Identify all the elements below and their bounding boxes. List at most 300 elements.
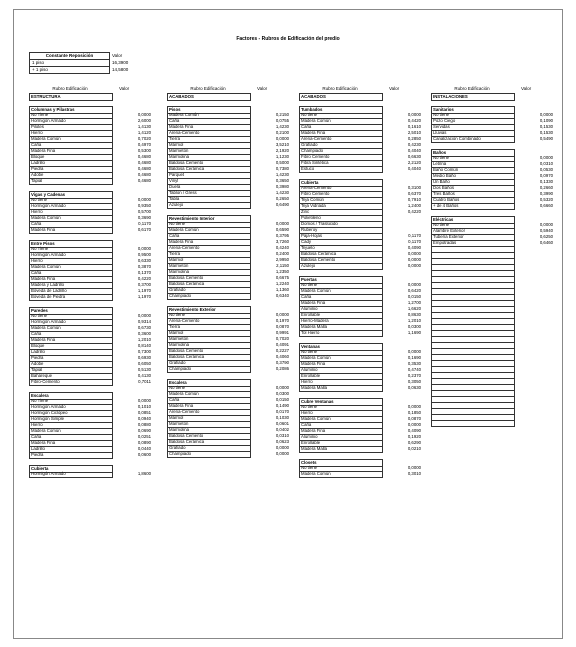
constante-header-row <box>30 53 141 60</box>
constante-value-header: Valor <box>112 53 123 58</box>
rubro-value: 0,4040 <box>407 148 421 153</box>
rubro-value: 0,6330 <box>137 258 151 263</box>
table-row <box>299 263 421 269</box>
section-title: Baños <box>431 149 515 157</box>
rubro-value: 0,3690 <box>137 215 151 220</box>
rubro-name: Madera Común <box>29 428 113 435</box>
rubro-value: 0,0000 <box>407 282 421 287</box>
rubro-name: Madera Común <box>299 355 383 362</box>
rubro-value: 0,0755 <box>275 118 289 123</box>
rubro-value: 1,2240 <box>275 281 289 286</box>
rubro-name: Madera Común <box>29 325 113 332</box>
constante-reposicion-table <box>29 52 141 74</box>
rubro-value: 0,0000 <box>407 112 421 117</box>
rubro-name: Madera Común <box>299 471 383 478</box>
rubro-value: 2,5010 <box>407 130 421 135</box>
rubro-name: Domos / Traslúcido <box>299 221 383 228</box>
section-title: Puertas <box>299 276 383 284</box>
table-row <box>431 203 553 209</box>
rubro-value: 2,1150 <box>276 263 289 268</box>
rubro-value: 0,1170 <box>408 239 421 244</box>
rubro-value: 0,0870 <box>407 416 421 421</box>
rubro-value: 1,1970 <box>137 294 151 299</box>
rubro-value: 0,4220 <box>137 276 151 281</box>
section-title: ACABADOS <box>167 93 251 101</box>
rubro-value: 0,4420 <box>407 118 421 123</box>
section <box>167 306 289 372</box>
rubro-name: Lluvias <box>431 130 515 137</box>
rubro-name: Marmetón <box>167 263 251 270</box>
rubro-name: Caña <box>167 118 251 125</box>
rubro-value: 0,3990 <box>539 191 553 196</box>
rubro-value: 3,7260 <box>275 239 289 244</box>
rubro-value: 2,2120 <box>407 160 421 165</box>
rubro-value: 0,5320 <box>539 197 553 202</box>
rubro-value: 1,2700 <box>407 300 421 305</box>
rubro-name: Hormigón Simple <box>29 416 113 423</box>
rubro-name: Hormigón Armado <box>29 252 113 259</box>
rubro-name: Grafiado <box>299 142 383 149</box>
rubro-name: Hormigón Ciclópeo <box>29 410 113 417</box>
table-row <box>30 60 141 67</box>
rubro-value: 0,0000 <box>275 451 289 456</box>
table-row <box>299 446 421 452</box>
rubro-name: Marmolina <box>167 154 251 161</box>
rubro-value: 0,0000 <box>407 257 421 262</box>
rubro-name: Piedra <box>29 452 113 459</box>
section <box>29 392 151 458</box>
rubro-name: Caña <box>299 422 383 429</box>
rubro-name: Baldosa Cemento <box>167 433 251 440</box>
rubro-name: Empotradas <box>431 240 515 247</box>
rubro-name: Baldosa Cemento <box>167 348 251 355</box>
rubro-value: 0,2227 <box>275 348 289 353</box>
rubro-name: Baldosa Cemento <box>167 275 251 282</box>
rubro-name: Hierro <box>29 209 113 216</box>
rubro-value: 0,0890 <box>137 440 151 445</box>
section <box>299 459 421 477</box>
rubro-value: 0,5940 <box>539 228 553 233</box>
rubro-name: No tiene <box>29 313 113 320</box>
rubro-name: Madera Fina <box>167 239 251 246</box>
rubro-name: Tapial <box>29 178 113 185</box>
rubro-value: 0,0150 <box>407 294 421 299</box>
section <box>299 93 421 99</box>
section-title-row <box>299 93 421 99</box>
rubro-value: 0,2100 <box>275 130 289 135</box>
rubro-name: Caña <box>29 434 113 441</box>
rubro-value: 0,0310 <box>539 161 553 166</box>
rubro-value: 0,0150 <box>275 397 289 402</box>
rubro-value: 0,7020 <box>137 136 151 141</box>
rubro-name: Champiado <box>167 366 251 373</box>
column-header-name: Rubro Edificación <box>454 86 490 91</box>
rubro-value: 0,0000 <box>137 398 151 403</box>
table-row <box>299 330 421 336</box>
rubro-name: Madera Común <box>167 391 251 398</box>
rubro-value: 0,5130 <box>137 367 151 372</box>
rubro-name: Parquet <box>167 172 251 179</box>
rubro-name: Champiado <box>299 148 383 155</box>
table-row <box>299 471 421 477</box>
rubro-value: 0,2370 <box>407 373 421 378</box>
rubro-name <box>431 420 515 427</box>
rubro-value: 0,2086 <box>275 366 289 371</box>
section-title: Tumbados <box>299 106 383 114</box>
column-header-name: Rubro Edificación <box>52 86 88 91</box>
rubro-name: Hormigón Armado <box>29 118 113 125</box>
rubro-value: 0,0970 <box>539 173 553 178</box>
rubro-name: Marmetón <box>167 336 251 343</box>
rubro-name: Fibro-Cemento <box>29 379 113 386</box>
rubro-value: 1,2400 <box>407 203 421 208</box>
rubro-name: Bóveda de Piedra <box>29 294 113 301</box>
column-header-value: Valor <box>119 86 130 91</box>
rubro-value: 0,6250 <box>539 234 553 239</box>
rubro-name: Ladrillo <box>29 446 113 453</box>
rubro-name: Caña <box>299 294 383 301</box>
rubro-value: 0,1490 <box>275 403 289 408</box>
rubro-value: 0,6290 <box>407 440 421 445</box>
section-title: Escalera <box>167 379 251 387</box>
rubro-name: Champiado <box>167 451 251 458</box>
rubro-value: 0,1530 <box>539 124 553 129</box>
rubro-name: Fibro Cemento <box>299 154 383 161</box>
rubro-name: Madera Malla <box>299 446 383 453</box>
rubro-value: 1,4230 <box>275 124 289 129</box>
rubro-value: 0,0000 <box>275 385 289 390</box>
rubro-name: Tierra <box>167 136 251 143</box>
section-title: Ventanas <box>299 343 383 351</box>
rubro-name: Madera y Ladrillo <box>29 282 113 289</box>
rubro-value: 1,4230 <box>275 172 289 177</box>
rubro-name: Aluminio <box>299 306 383 313</box>
rubro-value: 0,6420 <box>407 288 421 293</box>
column-header <box>167 86 289 92</box>
rubro-name: No Tiene <box>29 246 113 253</box>
rubro-value: 0,0251 <box>137 434 151 439</box>
rubro-value: 0,6660 <box>539 203 553 208</box>
section-title: Cubierta <box>29 465 113 473</box>
rubro-value: 0,9314 <box>137 319 151 324</box>
page-title: Factores - Rubros de Edificación del predio <box>236 36 340 42</box>
rubro-name: Baldosa Cerámica <box>167 281 251 288</box>
rubro-name: Baldosa Cerámica <box>167 166 251 173</box>
rubro-value: 0,1030 <box>275 415 289 420</box>
rubro-name: No tiene <box>431 112 515 119</box>
rubro-name: Baldosa Cerámica <box>167 354 251 361</box>
rubro-value: 0,4740 <box>407 367 421 372</box>
rubro-value: 0,2650 <box>275 196 289 201</box>
section <box>299 343 421 391</box>
rubro-name: Adobe <box>29 361 113 368</box>
rubro-name: Hormigón Armado <box>29 404 113 411</box>
rubro-name: Mármol <box>167 330 251 337</box>
rubro-value: 0,5300 <box>137 148 151 153</box>
rubro-column <box>167 86 289 638</box>
rubro-name: Baldosa Cemento <box>299 257 383 264</box>
table-row <box>29 178 151 184</box>
rubro-name: Aluminio <box>299 367 383 374</box>
section <box>431 216 553 426</box>
rubro-value: 0,4680 <box>137 172 151 177</box>
rubro-value: 0,9500 <box>137 252 151 257</box>
rubro-value: 0,1530 <box>539 130 553 135</box>
rubro-name: Fibra Sintética <box>299 160 383 167</box>
rubro-name: Hierro <box>299 379 383 386</box>
rubro-value: 0,3795 <box>275 233 289 238</box>
rubro-name: Enrollable <box>299 440 383 447</box>
rubro-value: 0,0530 <box>539 167 553 172</box>
rubro-name: No tiene <box>431 222 515 229</box>
rubro-value: 0,6675 <box>275 275 289 280</box>
constante-row-value: 14,5800 <box>112 67 129 72</box>
rubro-value: 2,6000 <box>137 118 151 123</box>
rubro-name: Mármol <box>167 415 251 422</box>
rubro-name: No tiene <box>299 349 383 356</box>
rubro-value: 0,9991 <box>275 330 289 335</box>
rubro-value: 1,8600 <box>137 471 151 476</box>
rubro-name: Madera Común <box>167 112 251 119</box>
table-row <box>299 385 421 391</box>
rubro-name: Madera Fina <box>299 428 383 435</box>
rubro-name: Hormigón Armado <box>29 471 113 478</box>
constante-header: Constante Reposición <box>30 53 110 60</box>
rubro-value: 1,4230 <box>275 190 289 195</box>
rubro-value: 0,0000 <box>275 221 289 226</box>
rubro-name: Marmolina <box>167 269 251 276</box>
section-title: Closets <box>299 459 383 467</box>
rubro-value: 0,4680 <box>137 178 151 183</box>
rubro-value: 0,1850 <box>407 410 421 415</box>
rubro-name: Arena-Cemento <box>167 245 251 252</box>
rubro-value: 0,5700 <box>137 209 151 214</box>
rubro-name: Tubería Exterior <box>431 234 515 241</box>
rubro-name: Hormigón Armado <box>29 319 113 326</box>
rubro-column <box>431 86 553 638</box>
rubro-name: Madera Fina <box>29 337 113 344</box>
rubro-value: 0,4680 <box>137 166 151 171</box>
rubro-value: 0,6050 <box>137 361 151 366</box>
rubro-name: Grafiado <box>167 360 251 367</box>
rubro-value: 0,7380 <box>275 166 289 171</box>
rubro-name: No tiene <box>431 155 515 162</box>
rubro-value: 0,0600 <box>137 452 151 457</box>
rubro-name: Enrollable <box>299 373 383 380</box>
section <box>29 307 151 385</box>
rubro-value: 0,0300 <box>275 391 289 396</box>
table-row <box>30 67 141 74</box>
section-title: Escalera <box>29 392 113 400</box>
rubro-name: Tierra <box>167 324 251 331</box>
rubro-value: 0,1690 <box>407 355 421 360</box>
section <box>29 191 151 233</box>
rubro-value: 0,0601 <box>275 421 289 426</box>
rubro-name: + de 4 Baños <box>431 203 515 210</box>
rubro-value: 0,3010 <box>407 471 421 476</box>
section <box>299 106 421 172</box>
table-row <box>29 452 151 458</box>
rubro-value: 0,5000 <box>275 160 289 165</box>
rubro-value: 0,2850 <box>407 136 421 141</box>
rubro-name: Medio Baño <box>431 173 515 180</box>
rubro-name: Grafiado <box>167 445 251 452</box>
rubro-value: 0,4060 <box>275 354 289 359</box>
rubro-name: Teja Vidriada <box>299 203 383 210</box>
section-title: Entre Pisos <box>29 240 113 248</box>
rubro-name: Tejuelo <box>299 245 383 252</box>
rubro-name: Marmolina <box>167 427 251 434</box>
rubro-name: Dos Baños <box>431 185 515 192</box>
rubro-value: 1,1690 <box>407 330 421 335</box>
rubro-value: 0,0000 <box>137 313 151 318</box>
rubro-name: Madera Común <box>299 416 383 423</box>
table-row <box>167 202 289 208</box>
rubro-value: 1,1230 <box>275 154 289 159</box>
section-title: Revestimiento Interior <box>167 215 251 223</box>
section-title-row <box>431 93 553 99</box>
rubro-name: Madera Fina <box>167 124 251 131</box>
rubro-name: Madera Común <box>299 288 383 295</box>
rubro-value: 0,9350 <box>137 203 151 208</box>
section <box>29 240 151 300</box>
rubro-value: 0,7910 <box>407 197 421 202</box>
rubro-value: 0,2660 <box>539 185 553 190</box>
rubro-value: 0,4970 <box>137 142 151 147</box>
rubro-name: Madera Fina <box>299 361 383 368</box>
rubro-value: 0,0000 <box>407 465 421 470</box>
rubro-name: Bloque <box>29 154 113 161</box>
rubro-value: 0,6590 <box>275 227 289 232</box>
section <box>167 215 289 299</box>
rubro-name: Mármol <box>167 257 251 264</box>
rubro-name: Madera Fina <box>29 440 113 447</box>
rubro-value: 0,2400 <box>275 251 289 256</box>
rubro-value: 0,0690 <box>137 428 151 433</box>
section-title: Vigas y Cadenas <box>29 191 113 199</box>
rubro-name: Hormigón Armado <box>29 203 113 210</box>
rubro-value: 0,2150 <box>275 112 289 117</box>
rubro-value: 0,3790 <box>275 360 289 365</box>
rubro-value: 0,0000 <box>275 445 289 450</box>
rubro-name: Baño Común <box>431 167 515 174</box>
section-title: ESTRUCTURA <box>29 93 113 101</box>
table-row <box>29 294 151 300</box>
rubro-name: Caña <box>29 331 113 338</box>
rubro-name: Hierro <box>29 258 113 265</box>
rubro-value: 0,4130 <box>137 373 151 378</box>
rubro-value: 0,8140 <box>137 343 151 348</box>
rubro-name: Hierro-Madera <box>299 318 383 325</box>
rubro-name: Ladrillo <box>29 349 113 356</box>
rubro-value: 0,0000 <box>539 222 553 227</box>
rubro-name: Caña <box>29 142 113 149</box>
rubro-value: 0,0000 <box>137 197 151 202</box>
column-header-value: Valor <box>257 86 268 91</box>
section-title: ACABADOS <box>299 93 383 101</box>
rubro-name: Teja Común <box>299 197 383 204</box>
rubro-value: 0,6340 <box>275 293 289 298</box>
rubro-name: Madera Fina <box>29 276 113 283</box>
section <box>29 93 151 99</box>
rubro-name: Tierra <box>167 251 251 258</box>
rubro-value: 0,6630 <box>407 154 421 159</box>
rubro-name: Caña <box>167 233 251 240</box>
section-title: INSTALACIONES <box>431 93 515 101</box>
rubro-value: 0,4090 <box>407 428 421 433</box>
rubro-value: 0,4680 <box>137 154 151 159</box>
rubro-value: 1,2350 <box>275 269 289 274</box>
rubro-value: 3,5210 <box>275 142 289 147</box>
section-title: Pisos <box>167 106 251 114</box>
section <box>29 465 151 477</box>
rubro-name: Tol Hierro <box>299 330 383 337</box>
rubro-name: Madera Fina <box>299 300 383 307</box>
section <box>299 276 421 336</box>
rubro-value: 0,4091 <box>275 342 289 347</box>
rubro-name: No tiene <box>29 197 113 204</box>
table-row <box>29 227 151 233</box>
section <box>29 106 151 184</box>
rubro-name: Madera Común <box>29 264 113 271</box>
rubro-name: Arena-Cemento <box>167 318 251 325</box>
rubro-name: Madera Fina <box>29 227 113 234</box>
rubro-name: Fibro Cemento <box>299 191 383 198</box>
table-row <box>29 379 151 385</box>
rubro-name: Paja-Hojas <box>299 233 383 240</box>
rubro-name: Madera Común <box>167 227 251 234</box>
column-header-value: Valor <box>389 86 400 91</box>
rubro-value: 0,0170 <box>275 409 289 414</box>
rubro-value: 1,4130 <box>137 124 151 129</box>
rubro-value: 0,7020 <box>275 336 289 341</box>
rubro-name: Madera Fina <box>29 148 113 155</box>
rubro-name: No tiene <box>299 465 383 472</box>
rubro-value: 1,6620 <box>407 306 421 311</box>
rubro-name: Arena-Cemento <box>299 136 383 143</box>
rubro-name: No tiene <box>167 385 251 392</box>
rubro-value: 0,0000 <box>407 251 421 256</box>
rubro-name: Marmetón <box>167 148 251 155</box>
rubro-name: Un Baño <box>431 179 515 186</box>
rubro-value: 0,5490 <box>539 136 553 141</box>
rubro-value: 0,3700 <box>137 282 151 287</box>
rubro-value: 0,4090 <box>407 245 421 250</box>
section <box>167 106 289 208</box>
rubro-name: Enrollable <box>299 312 383 319</box>
rubro-value: 0,0000 <box>407 404 421 409</box>
rubro-name: Bóveda de Ladrillo <box>29 288 113 295</box>
rubro-value: 1,2010 <box>407 318 421 323</box>
rubro-name: Madera Común <box>29 215 113 222</box>
rubro-name: Zinc <box>299 209 383 216</box>
rubro-name: No Tiene <box>29 398 113 405</box>
rubro-value: 0,0000 <box>275 136 289 141</box>
rubro-name: Madera Malla <box>299 385 383 392</box>
rubro-value: 0,8630 <box>407 312 421 317</box>
rubro-value: 1,2010 <box>137 337 151 342</box>
rubro-value: 0,0000 <box>407 349 421 354</box>
constante-row-value: 16,3900 <box>112 60 129 65</box>
rubro-name: Caña <box>299 124 383 131</box>
rubro-name: Hierro <box>29 130 113 137</box>
rubro-name: Arena-Cemento <box>167 409 251 416</box>
section <box>167 93 289 99</box>
rubro-name: Madera Malla <box>299 324 383 331</box>
column-header <box>299 86 421 92</box>
rubro-name: Caña <box>29 270 113 277</box>
rubro-name: Alambre Exterior <box>431 228 515 235</box>
